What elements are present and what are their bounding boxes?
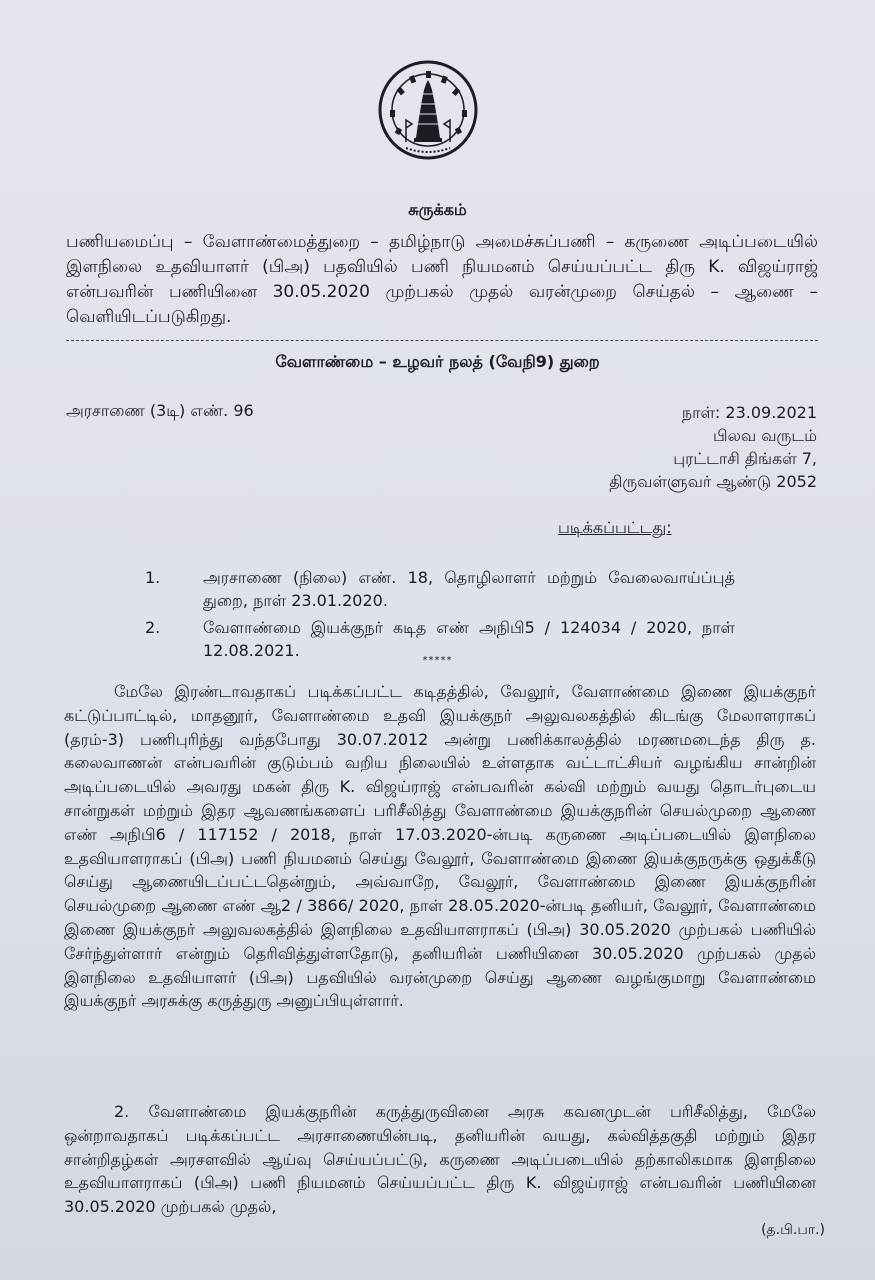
subject-text: பணியமைப்பு – வேளாண்மைத்துறை – தமிழ்நாடு அமைச்சுப்பணி – கருணை அடிப்படையில் இளநிலை உதவியாளர் (பிஅ) பதவியில் பணி நியமனம் செய்யப்பட்ட திரு K. விஜய்ராஜ் என்பவரின் பணியினை 30.05.2020 முற்பகல் முதல் வரன்முறை செய்தல் – ஆணை – வெளியிடப்படுகிறது. bbox=[66, 232, 818, 327]
paragraph-2-text: 2. வேளாண்மை இயக்குநரின் கருத்துருவினை அரசு கவனமுடன் பரிசீலித்து, மேலே ஒன்றாவதாகப் படிக்கப்பட்ட அரசாணையின்படி, தனியரின் வயது, கல்வித்தகுதி மற்றும் இதர சான்றிதழ்கள் அரசளவில் ஆய்வு செய்யப்பட்டு, கருணை அடிப்படையில் தற்காலிகமாக இளநிலை உதவியாளராகப் (பிஅ) பணி நியமனம் செய்யப்பட்ட திரு K. விஜய்ராஜ் என்பவரின் பணியினை 30.05.2020 முற்பகல் முதல், bbox=[64, 1102, 816, 1217]
date-block bbox=[609, 401, 817, 493]
subject-summary bbox=[66, 230, 818, 330]
reference-number: 1. bbox=[145, 568, 161, 587]
references-list bbox=[145, 566, 735, 666]
document-title: சுருக்கம் bbox=[408, 200, 467, 219]
tamil-month-day: புரட்டாசி திங்கள் 7, bbox=[673, 449, 817, 468]
paragraph-1-text: மேலே இரண்டாவதாகப் படிக்கப்பட்ட கடிதத்தில், வேலூர், வேளாண்மை இணை இயக்குநர் கட்டுப்பாட்டில், மாதனூர், வேளாண்மை உதவி இயக்குநர் அலுவலகத்தில் கிடங்கு மேலாளராகப் (தரம்-3) பணிபுரிந்து வந்தபோது 30.07.2012 அன்று பணிக்காலத்தில் மரணமடைந்த திரு த. கலைவாணன் என்பவரின் குடும்பம் வறிய நிலையில் உள்ளதாக வட்டாட்சியர் வழங்கிய சான்றின் அடிப்படையில் அவரது மகன் திரு K. விஜய்ராஜ் என்பவரின் கல்வி மற்றும் வயது தொடர்புடைய சான்றுகள் மற்றும் இதர ஆவணங்களைப் பரிசீலித்து வேளாண்மை இயக்குநரின் செயல்முறை ஆணை எண் அநிபி6 / 117152 / 2018, நாள் 17.03.2020-ன்படி கருணை அடிப்படையில் இளநிலை உதவியாளராகப் (பிஅ) பணி நியமனம் செய்து வேலூர், வேளாண்மை இணை இயக்குநருக்கு ஒதுக்கீடு செய்து ஆணையிடப்பட்டதென்றும், அவ்வாறே, வேலூர், வேளாண்மை இணை இயக்குநரின் செயல்முறை ஆணை எண் ஆ2 / 3866/ 2020, நாள் 28.05.2020-ன்படி தனியர், வேலூர், வேளாண்மை இணை இயக்குநர் அலுவலகத்தில் இளநிலை உதவியாளராகப் (பிஅ) 30.05.2020 முற்பகல் பணியில் சேர்ந்துள்ளார் என்றும் தெரிவித்துள்ளதோடு, தனியரின் பணியினை 30.05.2020 முற்பகல் முதல் இளநிலை உதவியாளர் (பிஅ) பதவியில் வரன்முறை செய்து ஆணை வழங்குமாறு வேளாண்மை இயக்குநர் அரசுக்கு கருத்துரு அனுப்பியுள்ளார். bbox=[64, 682, 817, 1011]
read-heading: படிக்கப்பட்டது: bbox=[558, 518, 672, 537]
order-date: நாள்: 23.09.2021 bbox=[681, 403, 817, 422]
separator-stars: ***** bbox=[422, 655, 453, 666]
reference-item bbox=[145, 566, 735, 612]
please-turn-over: (த.பி.பா.) bbox=[761, 1222, 825, 1238]
reference-text: அரசாணை (நிலை) எண். 18, தொழிலாளர் மற்றும் வேலைவாய்ப்புத் துறை, நாள் 23.01.2020. bbox=[203, 568, 735, 610]
reference-number: 2. bbox=[145, 618, 161, 637]
reference-text: வேளாண்மை இயக்குநர் கடித எண் அநிபி5 / 124034 / 2020, நாள் 12.08.2021. bbox=[203, 618, 735, 660]
department-name: வேளாண்மை – உழவர் நலத் (வேநி9) துறை bbox=[275, 352, 600, 371]
body-paragraph-2 bbox=[64, 1100, 816, 1219]
tamil-nadu-emblem-icon bbox=[376, 58, 480, 162]
body-paragraph-1 bbox=[64, 680, 816, 1013]
go-reference-number: அரசாணை (3டி) எண். 96 bbox=[66, 401, 254, 420]
tamil-year-name: பிலவ வருடம் bbox=[712, 426, 817, 445]
dashed-divider bbox=[66, 340, 818, 341]
thiruvalluvar-year: திருவள்ளுவர் ஆண்டு 2052 bbox=[609, 472, 817, 491]
